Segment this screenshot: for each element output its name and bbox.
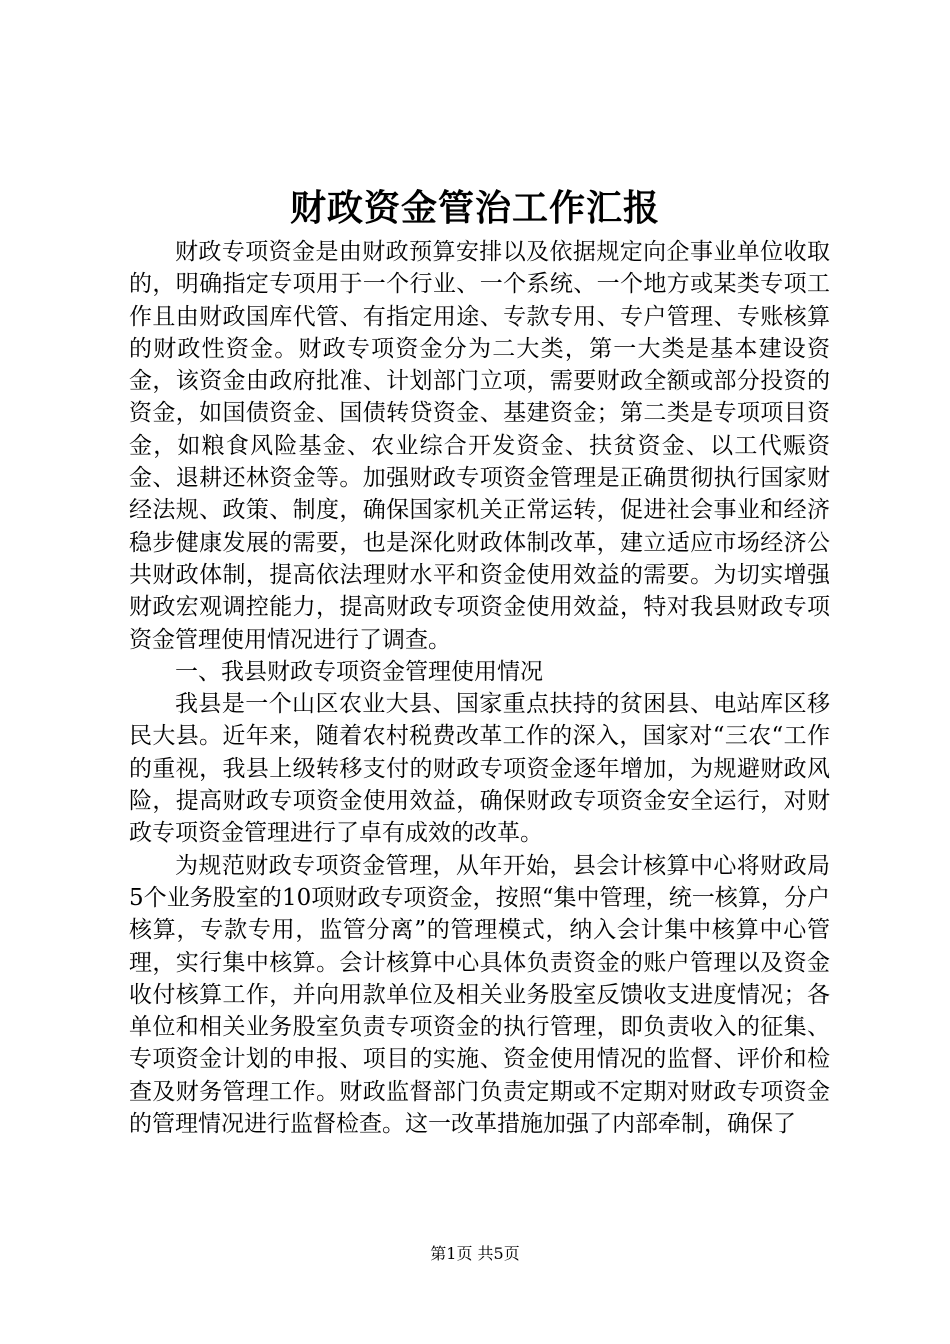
document-title: 财政资金管治工作汇报 [289,187,660,229]
paragraph-reform-measures: 为规范财政专项资金管理，从年开始，县会计核算中心将财政局5个业务股室的10项财政专项资金，按照“集中管理，统一核算，分户核算，专款专用，监管分离”的管理模式，纳入会计集中核算中心管理，实行集中核算。会计核算中心具体负责资金的账户管理以及资金收付核算工作，并向用款单位及相关业务股室反馈收支进度情况；各单位和相关业务股室负责专项资金的执行管理，即负责收入的征集、专项资金计划的申报、项目的实施、资金使用情况的监督、评价和检查及财务管理工作。财政监督部门负责定期或不定期对财政专项资金的管理情况进行监督检查。这一改革措施加强了内部牵制，确保了 [129,852,830,1138]
section-heading: 一、我县财政专项资金管理使用情况 [175,658,543,685]
paragraph-intro: 财政专项资金是由财政预算安排以及依据规定向企事业单位收取的，明确指定专项用于一个行业、一个系统、一个地方或某类专项工作且由财政国库代管、有指定用途、专款专用、专户管理、专账核算的财政性资金。财政专项资金分为二大类，第一大类是基本建设资金，该资金由政府批准、计划部门立项，需要财政全额或部分投资的资金，如国债资金、国债转贷资金、基建资金；第二类是专项项目资金，如粮食风险基金、农业综合开发资金、扶贫资金、以工代赈资金、退耕还林资金等。加强财政专项资金管理是正确贯彻执行国家财经法规、政策、制度，确保国家机关正常运转，促进社会事业和经济稳步健康发展的需要，也是深化财政体制改革，建立适应市场经济公共财政体制，提高依法理财水平和资金使用效益的需要。为切实增强财政宏观调控能力，提高财政专项资金使用效益，特对我县财政专项资金管理使用情况进行了调查。 [129,239,830,653]
page-number-footer: 第1页 共5页 [430,1244,520,1263]
paragraph-county-overview: 我县是一个山区农业大县、国家重点扶持的贫困县、电站库区移民大县。近年来，随着农村税费改革工作的深入，国家对“三农“工作的重视，我县上级转移支付的财政专项资金逐年增加，为规避财政风险，提高财政专项资金使用效益，确保财政专项资金安全运行，对财政专项资金管理进行了卓有成效的改革。 [129,691,830,847]
document-body [129,236,830,1140]
